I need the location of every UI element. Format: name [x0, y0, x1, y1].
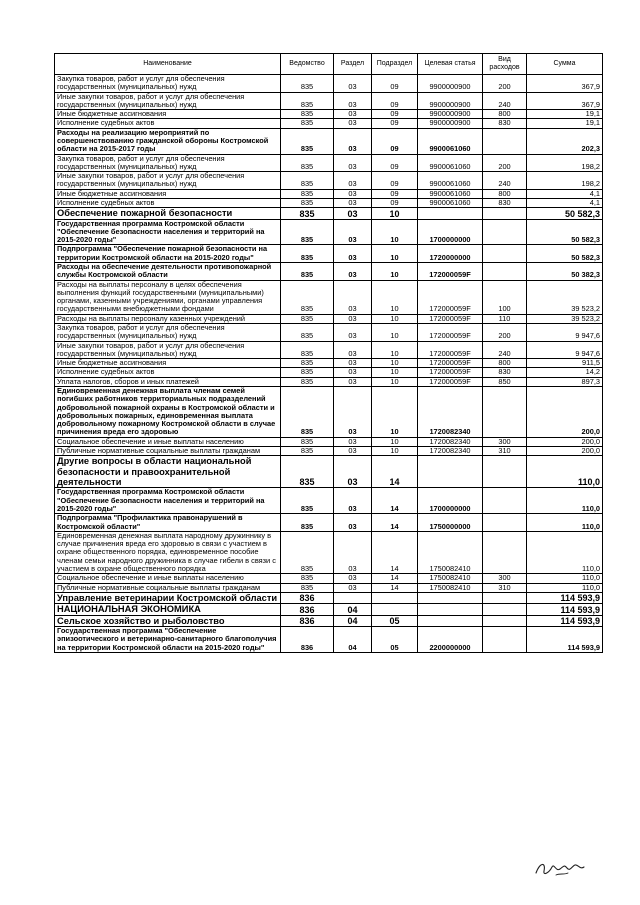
row-section: 03 [334, 386, 372, 437]
row-department: 835 [281, 514, 334, 532]
row-target-item: 9900061060 [418, 128, 483, 154]
row-section: 03 [334, 208, 372, 219]
row-amount: 14,2 [527, 368, 603, 377]
row-name: Единовременная денежная выплата народному дружиннику в случае причинения вреда его здоровью в связи с участием в охране общественного порядка, единовременное пособие членам семьи народного дружинника в случае гибели в связи с участием в охране общественного порядка [55, 531, 281, 573]
row-section: 03 [334, 368, 372, 377]
row-amount: 198,2 [527, 154, 603, 172]
row-name: Закупка товаров, работ и услуг для обеспечения государственных (муниципальных) нужд [55, 75, 281, 93]
row-subsection: 10 [372, 219, 418, 245]
row-target-item: 172000059F [418, 263, 483, 281]
row-target-item: 1720082340 [418, 437, 483, 446]
row-amount: 911,5 [527, 359, 603, 368]
row-name: Иные закупки товаров, работ и услуг для обеспечения государственных (муниципальных) нужд [55, 92, 281, 110]
row-expense-type [483, 615, 527, 626]
row-name: Управление ветеринарии Костромской области [55, 592, 281, 603]
row-amount: 4,1 [527, 198, 603, 207]
row-department: 835 [281, 531, 334, 573]
row-expense-type: 310 [483, 446, 527, 455]
row-amount: 50 582,3 [527, 219, 603, 245]
row-target-item: 9900000900 [418, 75, 483, 93]
row-name: Публичные нормативные социальные выплаты гражданам [55, 583, 281, 592]
table-row [55, 488, 603, 514]
row-name: Закупка товаров, работ и услуг для обеспечения государственных (муниципальных) нужд [55, 154, 281, 172]
row-department: 835 [281, 446, 334, 455]
row-section: 03 [334, 263, 372, 281]
row-subsection: 10 [372, 359, 418, 368]
row-department: 835 [281, 75, 334, 93]
row-amount: 367,9 [527, 75, 603, 93]
row-amount: 114 593,9 [527, 604, 603, 615]
row-name: Расходы на выплаты персоналу в целях обеспечения выполнения функций государственными (муниципальными) органами, казенными учреждениями, органами управления государственными внебюджетными фондами [55, 280, 281, 314]
table-row [55, 341, 603, 359]
row-name: Другие вопросы в области национальной безопасности и правоохранительной деятельности [55, 456, 281, 488]
row-subsection: 10 [372, 437, 418, 446]
row-expense-type: 800 [483, 189, 527, 198]
row-target-item: 9900000900 [418, 92, 483, 110]
row-expense-type [483, 488, 527, 514]
table-row [55, 437, 603, 446]
row-expense-type: 240 [483, 92, 527, 110]
row-section [334, 592, 372, 603]
table-row [55, 574, 603, 583]
row-department: 835 [281, 245, 334, 263]
table-row [55, 110, 603, 119]
row-section: 03 [334, 245, 372, 263]
row-section: 03 [334, 154, 372, 172]
row-subsection: 14 [372, 574, 418, 583]
row-name: Государственная программа Костромской области "Обеспечение безопасности населения и территорий на 2015-2020 годы" [55, 488, 281, 514]
row-subsection: 05 [372, 615, 418, 626]
row-amount: 114 593,9 [527, 615, 603, 626]
row-target-item: 172000059F [418, 368, 483, 377]
row-subsection: 14 [372, 531, 418, 573]
row-department: 835 [281, 92, 334, 110]
row-expense-type: 850 [483, 377, 527, 386]
table-row [55, 514, 603, 532]
row-department: 835 [281, 386, 334, 437]
row-subsection: 10 [372, 446, 418, 455]
row-name: Расходы на обеспечение деятельности противопожарной службы Костромской области [55, 263, 281, 281]
row-department: 835 [281, 280, 334, 314]
row-department: 835 [281, 574, 334, 583]
row-subsection: 14 [372, 488, 418, 514]
row-name: Подпрограмма "Обеспечение пожарной безопасности на территории Костромской области на 2015-2020 годы" [55, 245, 281, 263]
row-department: 835 [281, 583, 334, 592]
table-row [55, 128, 603, 154]
row-name: Подпрограмма "Профилактика правонарушений в Костромской области" [55, 514, 281, 532]
row-expense-type: 800 [483, 110, 527, 119]
row-amount: 110,0 [527, 456, 603, 488]
row-amount: 4,1 [527, 189, 603, 198]
row-target-item: 1750082410 [418, 574, 483, 583]
row-department: 835 [281, 110, 334, 119]
row-name: Закупка товаров, работ и услуг для обеспечения государственных (муниципальных) нужд [55, 324, 281, 342]
row-section: 03 [334, 280, 372, 314]
row-section: 03 [334, 514, 372, 532]
row-amount: 110,0 [527, 583, 603, 592]
row-target-item: 1720082340 [418, 386, 483, 437]
row-expense-type [483, 627, 527, 653]
row-section: 03 [334, 189, 372, 198]
table-row [55, 198, 603, 207]
row-name: Иные бюджетные ассигнования [55, 110, 281, 119]
row-department: 835 [281, 314, 334, 323]
row-department: 835 [281, 437, 334, 446]
row-name: Иные закупки товаров, работ и услуг для обеспечения государственных (муниципальных) нужд [55, 172, 281, 190]
row-name: Сельское хозяйство и рыболовство [55, 615, 281, 626]
row-subsection: 09 [372, 128, 418, 154]
row-name: Иные бюджетные ассигнования [55, 359, 281, 368]
row-section: 03 [334, 172, 372, 190]
row-expense-type [483, 263, 527, 281]
row-name: Иные закупки товаров, работ и услуг для обеспечения государственных (муниципальных) нужд [55, 341, 281, 359]
row-expense-type: 830 [483, 198, 527, 207]
budget-table [54, 53, 603, 653]
table-row [55, 75, 603, 93]
table-row [55, 531, 603, 573]
row-target-item: 172000059F [418, 314, 483, 323]
table-row [55, 208, 603, 219]
row-expense-type [483, 456, 527, 488]
header-subsection: Подраздел [372, 54, 418, 75]
table-row [55, 92, 603, 110]
header-department: Ведомство [281, 54, 334, 75]
row-department: 836 [281, 592, 334, 603]
row-amount: 897,3 [527, 377, 603, 386]
row-department: 835 [281, 377, 334, 386]
row-amount: 39 523,2 [527, 280, 603, 314]
row-department: 835 [281, 488, 334, 514]
row-subsection: 10 [372, 263, 418, 281]
table-body [55, 75, 603, 653]
row-section: 03 [334, 574, 372, 583]
table-row [55, 368, 603, 377]
row-amount: 198,2 [527, 172, 603, 190]
row-section: 03 [334, 488, 372, 514]
row-expense-type [483, 219, 527, 245]
row-section: 03 [334, 198, 372, 207]
row-name: Единовременная денежная выплата членам семей погибших работников территориальных подразделений добровольной пожарной охраны в Костромской области и добровольных пожарных, единовременная выплата добровольному пожарному Костромской области в случае причинения вреда его здоровью [55, 386, 281, 437]
table-row [55, 377, 603, 386]
row-target-item [418, 208, 483, 219]
row-section: 03 [334, 128, 372, 154]
row-expense-type [483, 514, 527, 532]
row-amount: 110,0 [527, 514, 603, 532]
row-subsection: 10 [372, 386, 418, 437]
table-row [55, 615, 603, 626]
table-row [55, 219, 603, 245]
row-target-item: 9900000900 [418, 110, 483, 119]
row-amount: 114 593,9 [527, 592, 603, 603]
row-subsection: 14 [372, 456, 418, 488]
row-section: 04 [334, 604, 372, 615]
row-expense-type [483, 245, 527, 263]
row-amount: 202,3 [527, 128, 603, 154]
row-department: 835 [281, 324, 334, 342]
row-target-item: 1720000000 [418, 245, 483, 263]
row-department: 835 [281, 456, 334, 488]
table-row [55, 119, 603, 128]
row-target-item: 9900061060 [418, 189, 483, 198]
row-expense-type: 100 [483, 280, 527, 314]
row-expense-type [483, 531, 527, 573]
row-subsection: 14 [372, 514, 418, 532]
row-target-item: 172000059F [418, 280, 483, 314]
row-subsection: 09 [372, 119, 418, 128]
row-expense-type [483, 386, 527, 437]
row-section: 03 [334, 341, 372, 359]
row-target-item: 1750082410 [418, 583, 483, 592]
row-name: Социальное обеспечение и иные выплаты населению [55, 437, 281, 446]
row-target-item: 172000059F [418, 377, 483, 386]
row-department: 835 [281, 359, 334, 368]
row-amount: 39 523,2 [527, 314, 603, 323]
row-name: Публичные нормативные социальные выплаты гражданам [55, 446, 281, 455]
row-target-item: 1750082410 [418, 531, 483, 573]
header-name: Наименование [55, 54, 281, 75]
row-amount: 9 947,6 [527, 324, 603, 342]
row-subsection: 09 [372, 92, 418, 110]
table-row [55, 583, 603, 592]
row-amount: 50 582,3 [527, 245, 603, 263]
row-amount: 200,0 [527, 446, 603, 455]
row-section: 03 [334, 314, 372, 323]
row-department: 836 [281, 604, 334, 615]
row-amount: 19,1 [527, 119, 603, 128]
row-target-item: 9900061060 [418, 154, 483, 172]
row-department: 835 [281, 341, 334, 359]
row-subsection: 10 [372, 245, 418, 263]
row-section: 04 [334, 627, 372, 653]
row-expense-type [483, 604, 527, 615]
row-subsection: 10 [372, 324, 418, 342]
row-subsection: 10 [372, 341, 418, 359]
row-expense-type: 310 [483, 583, 527, 592]
header-section: Раздел [334, 54, 372, 75]
row-target-item [418, 592, 483, 603]
row-expense-type: 800 [483, 359, 527, 368]
row-section: 03 [334, 583, 372, 592]
row-department: 835 [281, 198, 334, 207]
row-name: Расходы на реализацию мероприятий по совершенствованию гражданской обороны Костромской области на 2015-2017 годы [55, 128, 281, 154]
row-subsection: 14 [372, 583, 418, 592]
row-amount: 50 582,3 [527, 208, 603, 219]
row-target-item: 2200000000 [418, 627, 483, 653]
table-row [55, 592, 603, 603]
row-target-item [418, 615, 483, 626]
row-section: 03 [334, 437, 372, 446]
row-department: 835 [281, 263, 334, 281]
row-target-item [418, 604, 483, 615]
row-target-item: 9900061060 [418, 172, 483, 190]
row-name: Исполнение судебных актов [55, 198, 281, 207]
row-subsection: 10 [372, 368, 418, 377]
table-row [55, 189, 603, 198]
table-row [55, 359, 603, 368]
row-section: 03 [334, 377, 372, 386]
row-amount: 114 593,9 [527, 627, 603, 653]
row-section: 03 [334, 456, 372, 488]
row-expense-type [483, 592, 527, 603]
row-subsection: 09 [372, 110, 418, 119]
row-target-item: 1720082340 [418, 446, 483, 455]
header-amount: Сумма [527, 54, 603, 75]
table-row [55, 446, 603, 455]
row-name: НАЦИОНАЛЬНАЯ ЭКОНОМИКА [55, 604, 281, 615]
table-header-row [55, 54, 603, 75]
row-department: 835 [281, 119, 334, 128]
row-expense-type: 200 [483, 324, 527, 342]
row-amount: 19,1 [527, 110, 603, 119]
table-row [55, 314, 603, 323]
row-expense-type: 240 [483, 341, 527, 359]
row-name: Иные бюджетные ассигнования [55, 189, 281, 198]
row-department: 835 [281, 368, 334, 377]
row-target-item: 172000059F [418, 359, 483, 368]
row-section: 03 [334, 92, 372, 110]
row-name: Государственная программа Костромской области "Обеспечение безопасности населения и территорий на 2015-2020 годы" [55, 219, 281, 245]
row-expense-type: 830 [483, 368, 527, 377]
row-section: 03 [334, 75, 372, 93]
table-row [55, 604, 603, 615]
row-amount: 367,9 [527, 92, 603, 110]
row-subsection: 05 [372, 627, 418, 653]
row-amount: 200,0 [527, 437, 603, 446]
table-row [55, 386, 603, 437]
row-expense-type: 300 [483, 574, 527, 583]
row-subsection [372, 604, 418, 615]
header-expense-type: Вид расходов [483, 54, 527, 75]
row-department: 835 [281, 208, 334, 219]
row-expense-type [483, 128, 527, 154]
handwritten-page-mark [534, 858, 586, 880]
table-row [55, 324, 603, 342]
row-subsection: 10 [372, 377, 418, 386]
row-name: Исполнение судебных актов [55, 368, 281, 377]
table-row [55, 280, 603, 314]
row-section: 03 [334, 531, 372, 573]
row-target-item: 172000059F [418, 324, 483, 342]
row-department: 835 [281, 172, 334, 190]
row-subsection: 09 [372, 154, 418, 172]
row-expense-type: 830 [483, 119, 527, 128]
row-subsection: 09 [372, 172, 418, 190]
row-amount: 110,0 [527, 531, 603, 573]
row-expense-type: 110 [483, 314, 527, 323]
table-row [55, 627, 603, 653]
row-name: Расходы на выплаты персоналу казенных учреждений [55, 314, 281, 323]
row-target-item [418, 456, 483, 488]
row-target-item: 1700000000 [418, 488, 483, 514]
row-target-item: 9900000900 [418, 119, 483, 128]
row-department: 835 [281, 128, 334, 154]
row-target-item: 1750000000 [418, 514, 483, 532]
row-department: 835 [281, 154, 334, 172]
row-section: 03 [334, 119, 372, 128]
row-target-item: 1700000000 [418, 219, 483, 245]
table-row [55, 456, 603, 488]
row-name: Уплата налогов, сборов и иных платежей [55, 377, 281, 386]
row-amount: 200,0 [527, 386, 603, 437]
row-amount: 110,0 [527, 574, 603, 583]
header-target-item: Целевая статья [418, 54, 483, 75]
row-subsection: 10 [372, 314, 418, 323]
row-department: 835 [281, 189, 334, 198]
row-amount: 110,0 [527, 488, 603, 514]
row-expense-type [483, 208, 527, 219]
row-department: 835 [281, 219, 334, 245]
row-subsection: 09 [372, 75, 418, 93]
table-row [55, 154, 603, 172]
row-target-item: 172000059F [418, 341, 483, 359]
table-row [55, 263, 603, 281]
table-row [55, 245, 603, 263]
row-expense-type: 200 [483, 154, 527, 172]
row-expense-type: 240 [483, 172, 527, 190]
row-section: 03 [334, 324, 372, 342]
row-expense-type: 200 [483, 75, 527, 93]
row-name: Государственная программа "Обеспечение эпизоотического и ветеринарно-санитарного благополучия на территории Костромской области на 2015-2020 годы" [55, 627, 281, 653]
table-row [55, 172, 603, 190]
row-target-item: 9900061060 [418, 198, 483, 207]
row-name: Социальное обеспечение и иные выплаты населению [55, 574, 281, 583]
row-subsection: 09 [372, 198, 418, 207]
row-subsection [372, 592, 418, 603]
row-subsection: 10 [372, 208, 418, 219]
row-amount: 9 947,6 [527, 341, 603, 359]
row-name: Исполнение судебных актов [55, 119, 281, 128]
row-section: 03 [334, 446, 372, 455]
row-department: 836 [281, 627, 334, 653]
row-section: 03 [334, 359, 372, 368]
row-expense-type: 300 [483, 437, 527, 446]
row-amount: 50 382,3 [527, 263, 603, 281]
row-section: 03 [334, 110, 372, 119]
row-name: Обеспечение пожарной безопасности [55, 208, 281, 219]
row-section: 04 [334, 615, 372, 626]
row-section: 03 [334, 219, 372, 245]
row-subsection: 10 [372, 280, 418, 314]
row-subsection: 09 [372, 189, 418, 198]
row-department: 836 [281, 615, 334, 626]
